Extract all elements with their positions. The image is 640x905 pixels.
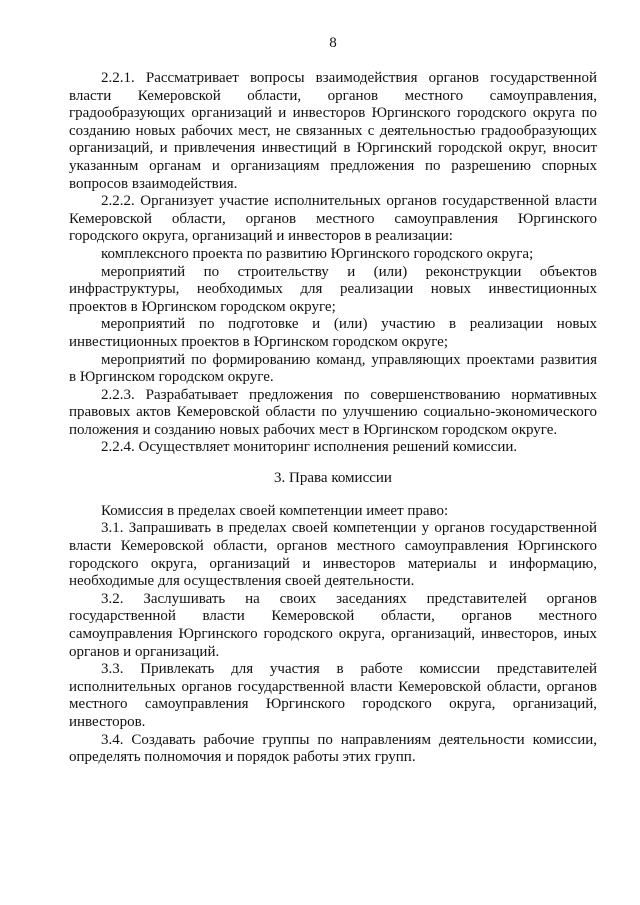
paragraph-line: проектов в Юргинском городском округе; (69, 298, 336, 315)
paragraph-line: созданию новых рабочих мест, не связанных с деятельностью градообразующих (69, 122, 597, 139)
paragraph-line: правовых актов Кемеровской области по улучшению социально-экономического (69, 404, 597, 421)
paragraph-line: 2.2.4. Осуществляет мониторинг исполнения решений комиссии. (101, 439, 518, 456)
paragraph-line: инвесторов. (69, 713, 146, 730)
paragraph-line: определять полномочия и порядок работы этих групп. (69, 749, 416, 766)
section-heading: 3. Права комиссии (274, 469, 392, 486)
paragraph-line: градообразующих организаций и инвесторов Юргинского городского округа по (69, 105, 597, 122)
paragraph-line: 2.2.2. Организует участие исполнительных органов государственной власти (101, 193, 597, 210)
paragraph-line: мероприятий по строительству и (или) реконструкции объектов (101, 263, 597, 280)
paragraph-line: вопросов взаимодействия. (69, 175, 238, 192)
paragraph (69, 503, 597, 521)
paragraph (69, 316, 597, 351)
paragraph (69, 193, 597, 246)
paragraph-line: организаций, и привлечения инвестиций в Юргинский городской округ, вносит (69, 140, 597, 157)
paragraph-line: 3.2. Заслушивать на своих заседаниях представителей органов (101, 590, 597, 607)
paragraph-line: инвестиционных проектов в Юргинском городском округе; (69, 333, 448, 350)
paragraph (69, 520, 597, 590)
paragraph (69, 70, 597, 193)
paragraph (69, 264, 597, 317)
paragraph-line: положения и созданию новых рабочих мест в Юргинском городском округе. (69, 421, 558, 438)
document-body (69, 70, 597, 767)
paragraph-line: мероприятий по подготовке и (или) участию в реализации новых (101, 316, 597, 333)
paragraph-line: 2.2.1. Рассматривает вопросы взаимодействия органов государственной (101, 70, 597, 86)
paragraph-line: самоуправления Юргинского городского округа, организаций, инвесторов, иных (69, 626, 597, 642)
paragraph-line: городского округа, организаций и инвесторов материалы и информацию, (69, 555, 597, 572)
paragraph-line: инфраструктуры, необходимых для реализации новых инвестиционных (69, 281, 597, 298)
paragraph-line: власти Кемеровской области, органов местного самоуправления, (69, 87, 597, 104)
paragraph-line: Кемеровской области, органов местного самоуправления Юргинского (69, 210, 597, 227)
paragraph-line: комплексного проекта по развитию Юргинского городского округа; (101, 245, 534, 262)
paragraph-line: 3.1. Запрашивать в пределах своей компетенции у органов государственной (101, 520, 597, 537)
paragraph-line: 3.3. Привлекать для участия в работе комиссии представителей (101, 661, 597, 678)
paragraph (69, 246, 597, 264)
paragraph-line: власти Кемеровской области, органов местного самоуправления Юргинского (69, 538, 597, 555)
page-number: 8 (329, 35, 337, 51)
paragraph (69, 732, 597, 767)
paragraph-line: 2.2.3. Разрабатывает предложения по совершенствованию нормативных (101, 386, 597, 403)
paragraph-line: Комиссия в пределах своей компетенции имеет право: (101, 502, 449, 519)
paragraph-line: исполнительных органов государственной власти Кемеровской области, органов (69, 678, 597, 695)
paragraph (69, 591, 597, 661)
paragraph-line: органов и организаций. (69, 643, 220, 660)
paragraph (69, 352, 597, 387)
paragraph-line: необходимые для осуществления своей деятельности. (69, 573, 415, 590)
paragraph-line: городского округа, организаций и инвесторов в реализации: (69, 228, 453, 245)
paragraph (69, 439, 597, 457)
paragraph-line: государственной власти Кемеровской области, органов местного (69, 608, 597, 625)
paragraph (69, 387, 597, 440)
paragraph-line: в Юргинском городском округе. (69, 369, 274, 386)
paragraph-line: 3.4. Создавать рабочие группы по направлениям деятельности комиссии, (101, 731, 597, 748)
paragraph-line: указанным органам и организациям предложения по разрешению спорных (69, 157, 597, 174)
paragraph-line: мероприятий по формированию команд, управляющих проектами развития (101, 351, 597, 368)
paragraph-line: местного самоуправления Юргинского городского округа, организаций, (69, 696, 597, 713)
paragraph (69, 661, 597, 731)
